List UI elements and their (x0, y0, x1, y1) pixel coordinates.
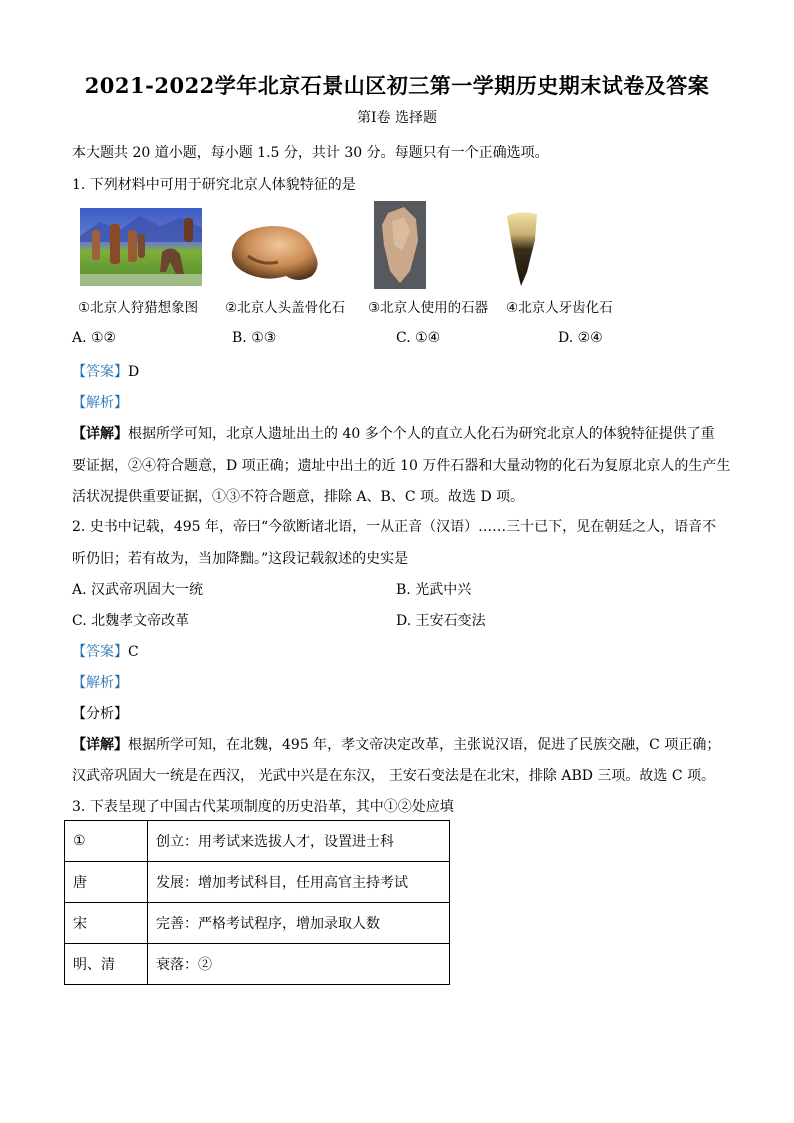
q1-answer-line (72, 361, 139, 381)
answer-label: 【答案】 (72, 364, 128, 380)
figure-caption-2: ②北京人头盖骨化石 (225, 300, 346, 316)
instructions: 本大题共 20 道小题，每小题 1.5 分，共计 30 分。每题只有一个正确选项。 (72, 145, 549, 161)
table-cell-description: 完善：严格考试程序，增加录取人数 (148, 903, 450, 944)
q2-option-c: C. 北魏孝文帝改革 (72, 613, 190, 629)
figure-caption-3: ③北京人使用的石器 (368, 300, 489, 316)
q1-stem: 1. 下列材料中可用于研究北京人体貌特征的是 (72, 177, 356, 193)
q3-table (64, 820, 450, 985)
table-cell-description: 发展：增加考试科目，任用高官主持考试 (148, 862, 450, 903)
table-row (65, 903, 450, 944)
table-row (65, 944, 450, 985)
q2-stem-line-1: 2. 史书中记载，495 年，帝曰“今欲断诸北语，一从正音（汉语）……三十已下，见在朝廷之人，语音不 (72, 519, 717, 535)
q2-detail-line-1 (72, 734, 720, 754)
table-cell-period: 唐 (65, 862, 148, 903)
table-row (65, 821, 450, 862)
q1-detail-line-2: 要证据，②④符合题意，D 项正确；遗址中出土的近 10 万件石器和大量动物的化石为复原北京人的生产生 (72, 458, 731, 474)
section-title: 第Ⅰ卷 选择题 (357, 110, 437, 126)
q1-option-c: C. ①④ (396, 330, 441, 346)
q1-option-b: B. ①③ (232, 330, 277, 346)
q1-detail-line-3: 活状况提供重要证据，①③不符合题意，排除 A、B、C 项。故选 D 项。 (72, 489, 525, 505)
table-cell-description: 创立：用考试来选拔人才，设置进士科 (148, 821, 450, 862)
document-title: 2021-2022学年北京石景山区初三第一学期历史期末试卷及答案 (84, 73, 710, 98)
analysis-label: 【解析】 (72, 675, 128, 691)
answer-value: D (128, 364, 140, 380)
q2-stem-line-2: 听仍旧；若有故为，当加降黜。”这段记载叙述的史实是 (72, 551, 409, 567)
q2-option-d: D. 王安石变法 (396, 613, 486, 629)
analysis-label: 【解析】 (72, 395, 128, 411)
table-cell-period: ① (65, 821, 148, 862)
q2-option-a: A. 汉武帝巩固大一统 (72, 582, 204, 598)
table-row (65, 862, 450, 903)
q3-stem: 3. 下表呈现了中国古代某项制度的历史沿革，其中①②处应填 (72, 799, 454, 815)
detail-label: 【详解】 (72, 737, 128, 753)
answer-value: C (128, 644, 139, 660)
detail-text: 根据所学可知，在北魏，495 年，孝文帝决定改革，主张说汉语，促进了民族交融，C 项正确； (128, 737, 721, 753)
hunting-painting-image (80, 208, 202, 286)
q2-detail-line-2: 汉武帝巩固大一统是在西汉， 光武中兴是在东汉， 王安石变法是在北宋，排除 ABD 三项。故选 C 项。 (72, 768, 716, 784)
figure-caption-4: ④北京人牙齿化石 (506, 300, 613, 316)
detail-label: 【详解】 (72, 426, 128, 442)
q1-detail-line-1 (72, 423, 715, 443)
figure-caption-1: ①北京人狩猎想象图 (78, 300, 199, 316)
q1-option-d: D. ②④ (558, 330, 603, 346)
skull-fossil-image (228, 222, 324, 284)
tooth-fossil-image (503, 210, 539, 290)
q2-option-b: B. 光武中兴 (396, 582, 472, 598)
stone-tool-image (374, 201, 426, 289)
table-cell-period: 明、清 (65, 944, 148, 985)
q1-option-a: A. ①② (72, 330, 117, 346)
table-cell-period: 宋 (65, 903, 148, 944)
answer-label: 【答案】 (72, 644, 128, 660)
fenxi-label: 【分析】 (72, 706, 128, 722)
table-cell-description: 衰落：② (148, 944, 450, 985)
q2-answer-line (72, 641, 139, 661)
detail-text: 根据所学可知，北京人遗址出土的 40 多个个人的直立人化石为研究北京人的体貌特征提供了重 (128, 426, 715, 442)
